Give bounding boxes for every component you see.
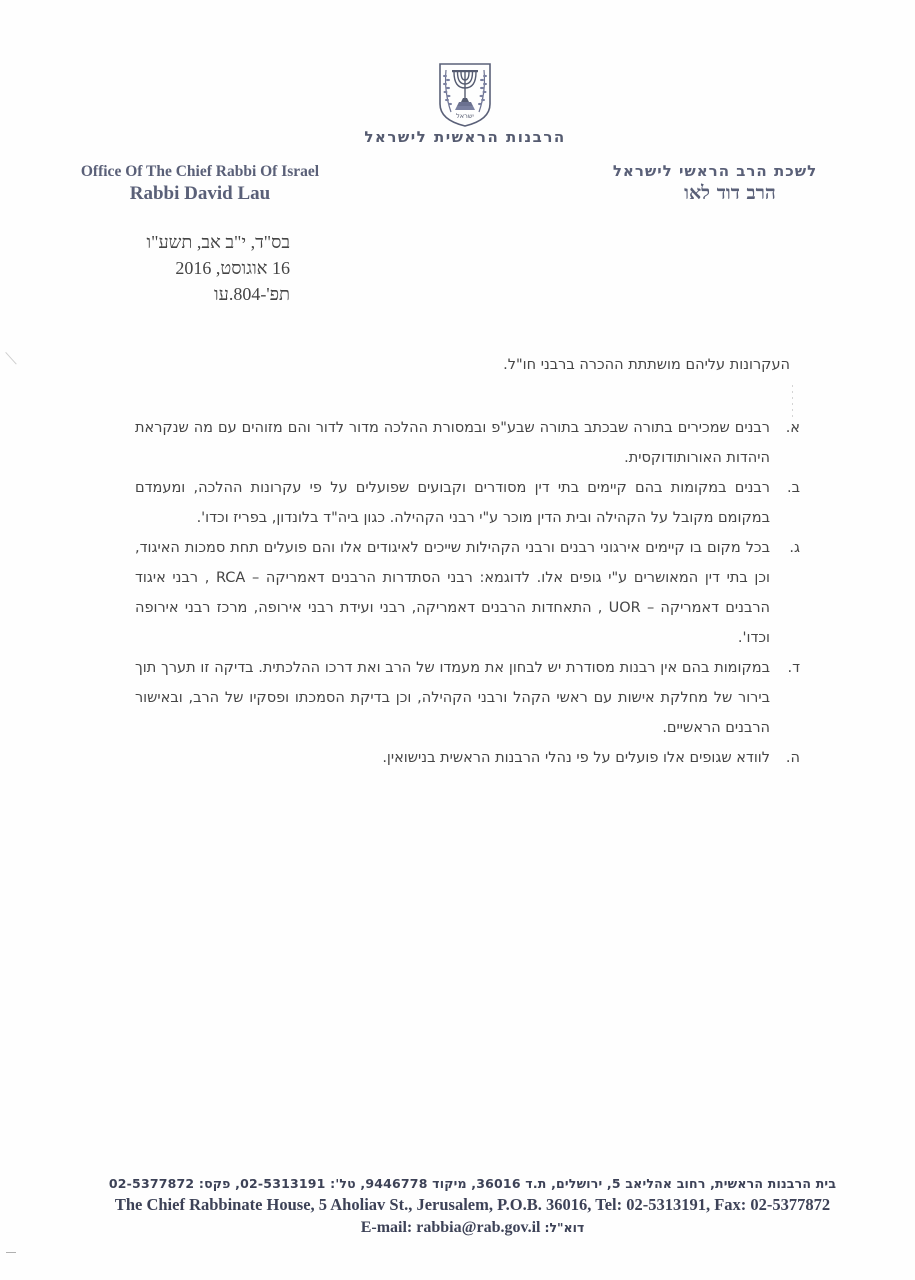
email-label-en: E-mail:	[360, 1219, 413, 1236]
state-emblem-icon	[437, 62, 493, 128]
list-item	[135, 653, 800, 743]
list-marker: א.	[785, 420, 800, 436]
office-english	[70, 163, 330, 205]
scan-artifact	[6, 1252, 16, 1253]
list-item	[135, 743, 800, 773]
email-address[interactable]: rabbia@rab.gov.il	[416, 1219, 541, 1236]
list-item	[135, 533, 800, 653]
office-hebrew	[590, 162, 840, 205]
reference-number: תפ'-804.עו	[214, 284, 290, 304]
letter-subject: העקרונות עליהם מושתתת ההכרה ברבני חו"ל.	[503, 357, 790, 373]
principles-list	[135, 413, 800, 773]
footer-email	[100, 1219, 845, 1237]
org-title: הרבנות הראשית לישראל	[364, 128, 566, 146]
list-marker: ג.	[789, 540, 800, 556]
letter-meta	[100, 229, 290, 307]
office-en-rabbi-name: Rabbi David Lau	[129, 183, 271, 204]
list-marker: ה.	[785, 750, 800, 766]
scan-artifact	[792, 385, 793, 417]
list-item-text: במקומות בהם אין רבנות מסודרת יש לבחון את מעמדו של הרב ואת דרכו ההלכתית. בדיקה זו תערך תוך בירור של מחלקת אישות עם ראשי הקהל ורבני הקהילה, וכן בדיקת הסמכתו ופסקיו של הרב, ובאישור הרבנים הראשיים.	[135, 660, 770, 736]
list-item-text: רבנים במקומות בהם קיימים בתי דין מסודרים וקבועים שפועלים על פי עקרונות ההלכה, ומעמדם במקומם מקובל על הקהילה ובית הדין מוכר ע"י רבני הקהילה. כגון ביה"ד בלונדון, בפריז וכדו'.	[135, 480, 770, 526]
list-item-text: בכל מקום בו קיימים אירגוני רבנים ורבני הקהילות שייכים לאיגודים אלו והם פועלים תחת סמכות האיגוד, וכן בתי דין המאושרים ע"י גופים אלו. לדוגמא: רבני הסתדרות הרבנים דאמריקה – RCA , רבני איגוד הרבנים דאמריקה – UOR , התאחדות הרבנים דאמריקה, רבני ועידת רבני אירופה, מרכז רבני אירופה וכדו'.	[135, 540, 770, 646]
letter-footer	[100, 1176, 845, 1237]
office-he-title: לשכת הרב הראשי לישראל	[612, 162, 818, 180]
list-item-text: לוודא שגופים אלו פועלים על פי נהלי הרבנות הראשית בנישואין.	[382, 750, 770, 766]
office-en-title: Office Of The Chief Rabbi Of Israel	[80, 163, 320, 180]
footer-address-hebrew: בית הרבנות הראשית, רחוב אהליאב 5, ירושלים, ת.ד 36016, מיקוד 9446778, טל': 02-5313191, פקס: 02-5377872	[108, 1176, 837, 1191]
footer-address-english: The Chief Rabbinate House, 5 Aholiav St., Jerusalem, P.O.B. 36016, Tel: 02-5313191, Fax: 02-5377872	[114, 1195, 831, 1214]
scan-artifact	[5, 352, 16, 365]
list-item	[135, 413, 800, 473]
email-label-he: דוא"ל:	[544, 1220, 585, 1235]
gregorian-date: 16 אוגוסט, 2016	[175, 258, 290, 278]
list-marker: ב.	[787, 480, 800, 496]
svg-text:ישראל: ישראל	[456, 112, 474, 120]
hebrew-date: בס"ד, י"ב אב, תשע"ו	[146, 232, 290, 252]
list-marker: ד.	[787, 660, 800, 676]
list-item-text: רבנים שמכירים בתורה שבכתב בתורה שבע"פ ובמסורת ההלכה מדור לדור והם מזוהים עם מה שנקראת היהדות האורותודוקסית.	[135, 420, 770, 466]
list-item	[135, 473, 800, 533]
office-he-rabbi-name: הרב דוד לאו	[684, 182, 776, 204]
